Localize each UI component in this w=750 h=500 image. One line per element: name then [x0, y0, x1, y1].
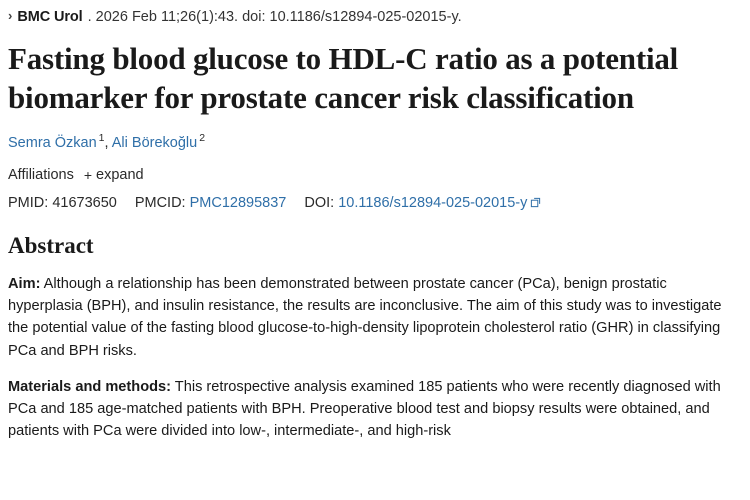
doi-block: [304, 195, 541, 211]
expand-affiliations-button[interactable]: [84, 167, 144, 183]
pmcid-label: PMCID:: [134, 195, 186, 212]
author-link-1[interactable]: Semra Özkan: [8, 134, 97, 151]
journal-name: BMC Urol: [17, 9, 83, 25]
plus-icon: +: [83, 167, 93, 184]
identifiers-row: [8, 195, 742, 211]
journal-citation-details: . 2026 Feb 11;26(1):43. doi: 10.1186/s12894-025-02015-y.: [87, 9, 462, 25]
pmid-value: 41673650: [52, 195, 117, 212]
abstract-text-aim: Although a relationship has been demonstrated between prostate cancer (PCa), benign prostatic hyperplasia (BPH), and insulin resistance, the results are inconclusive. The aim of this study was to investigate the potential value of the fasting blood glucose-to-high-density lipoprotein cholesterol ratio (GHR) in classifying PCa and BPH risks.: [8, 276, 722, 359]
author-list: [8, 131, 742, 153]
author-affiliation-marker-1: 1: [98, 131, 105, 144]
affiliations-row: [8, 167, 742, 183]
doi-label: DOI:: [304, 195, 335, 212]
abstract-text-methods: This retrospective analysis examined 185 patients who were recently diagnosed with PCa and 185 age-matched patients with BPH. Preoperative blood test and biopsy results were obtained, and patients with PCa were divided into low-, intermediate-, and high-risk: [8, 378, 721, 440]
chevron-right-icon: ›: [8, 8, 13, 23]
external-link-icon: [530, 196, 541, 207]
journal-citation-line: [8, 8, 742, 27]
pmcid-block: [135, 195, 287, 211]
author-link-2[interactable]: Ali Börekoğlu: [111, 134, 198, 151]
page-title: Fasting blood glucose to HDL-C ratio as a potential biomarker for prostate cancer risk classification: [8, 40, 679, 115]
pmcid-link[interactable]: PMC12895837: [189, 195, 287, 212]
author-separator: ,: [104, 134, 109, 151]
author-affiliation-marker-2: 2: [199, 131, 206, 144]
abstract-paragraph-methods: [8, 376, 742, 443]
pmid-label: PMID:: [8, 195, 49, 212]
abstract-paragraph-aim: [8, 273, 742, 362]
doi-link[interactable]: 10.1186/s12894-025-02015-y: [338, 195, 528, 212]
abstract-label-methods: Materials and methods:: [8, 378, 171, 395]
pmid-block: [8, 195, 117, 211]
abstract-label-aim: Aim:: [8, 276, 41, 293]
affiliations-label: Affiliations: [8, 167, 74, 184]
abstract-heading: Abstract: [8, 233, 94, 259]
expand-label: expand: [96, 167, 144, 184]
